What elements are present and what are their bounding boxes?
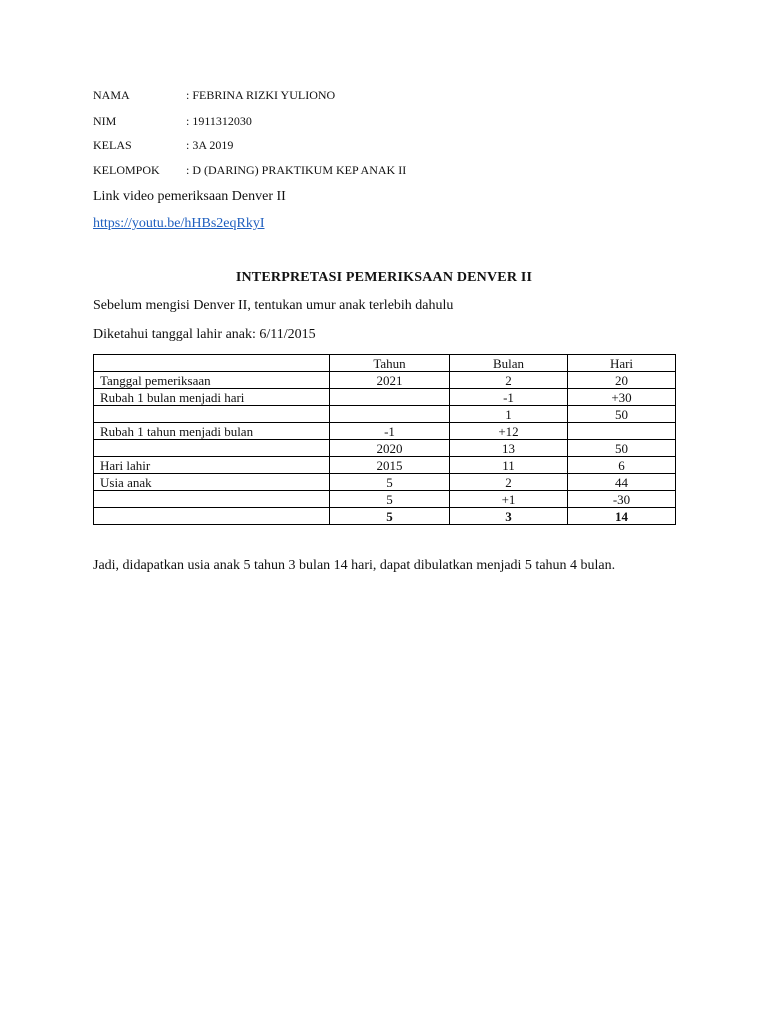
table-row <box>94 423 676 440</box>
identity-label: NAMA <box>93 88 130 102</box>
table-cell: 5 <box>330 474 450 491</box>
table-cell: 2021 <box>330 372 450 389</box>
table-cell: 2 <box>450 372 568 389</box>
table-cell: 11 <box>450 457 568 474</box>
table-cell: 5 <box>330 491 450 508</box>
table-cell: -1 <box>330 423 450 440</box>
table-cell: 50 <box>568 440 676 457</box>
table-cell: 1 <box>450 406 568 423</box>
table-cell: +30 <box>568 389 676 406</box>
table-cell <box>330 389 450 406</box>
table-cell: Hari lahir <box>94 457 330 474</box>
header-cell <box>94 355 330 372</box>
video-label: Link video pemeriksaan Denver II <box>93 189 286 204</box>
identity-label: KELAS <box>93 138 132 152</box>
table-cell <box>94 508 330 525</box>
table-cell: -30 <box>568 491 676 508</box>
birthdate-text: Diketahui tanggal lahir anak: 6/11/2015 <box>93 327 316 342</box>
table-cell: -1 <box>450 389 568 406</box>
identity-value: : D (DARING) PRAKTIKUM KEP ANAK II <box>186 163 407 177</box>
table-row <box>94 457 676 474</box>
table-cell: 2 <box>450 474 568 491</box>
table-header-row <box>94 355 676 372</box>
table-cell: Rubah 1 tahun menjadi bulan <box>94 423 330 440</box>
table-cell: 13 <box>450 440 568 457</box>
header-cell: Bulan <box>450 355 568 372</box>
header-cell: Tahun <box>330 355 450 372</box>
table-cell <box>94 491 330 508</box>
table-cell: 44 <box>568 474 676 491</box>
identity-value: : FEBRINA RIZKI YULIONO <box>186 88 336 102</box>
table-cell: 20 <box>568 372 676 389</box>
table-total-row <box>94 508 676 525</box>
header-cell: Hari <box>568 355 676 372</box>
video-link[interactable]: https://youtu.be/hHBs2eqRkyI <box>93 216 265 231</box>
identity-value: : 3A 2019 <box>186 138 234 152</box>
table-cell: Usia anak <box>94 474 330 491</box>
table-cell: 6 <box>568 457 676 474</box>
conclusion-text: Jadi, didapatkan usia anak 5 tahun 3 bulan 14 hari, dapat dibulatkan menjadi 5 tahun 4 bulan. <box>93 558 616 573</box>
identity-label: NIM <box>93 114 117 128</box>
document-title: INTERPRETASI PEMERIKSAAN DENVER II <box>235 270 533 285</box>
table-cell <box>330 406 450 423</box>
table-cell: Tanggal pemeriksaan <box>94 372 330 389</box>
table-cell: 2015 <box>330 457 450 474</box>
table-cell: 14 <box>568 508 676 525</box>
identity-value: : 1911312030 <box>186 114 252 128</box>
table-row <box>94 440 676 457</box>
table-cell: 3 <box>450 508 568 525</box>
table-cell: 2020 <box>330 440 450 457</box>
table-row <box>94 389 676 406</box>
identity-label: KELOMPOK <box>93 163 160 177</box>
table-cell <box>568 423 676 440</box>
table-cell: +12 <box>450 423 568 440</box>
table-cell: Rubah 1 bulan menjadi hari <box>94 389 330 406</box>
table-row <box>94 491 676 508</box>
table-row <box>94 372 676 389</box>
table-cell <box>94 406 330 423</box>
age-calculation-table <box>93 354 676 525</box>
table-cell: +1 <box>450 491 568 508</box>
table-row <box>94 474 676 491</box>
table-cell: 5 <box>330 508 450 525</box>
table-cell: 50 <box>568 406 676 423</box>
table-cell <box>94 440 330 457</box>
intro-text: Sebelum mengisi Denver II, tentukan umur anak terlebih dahulu <box>93 298 454 313</box>
table-row <box>94 406 676 423</box>
